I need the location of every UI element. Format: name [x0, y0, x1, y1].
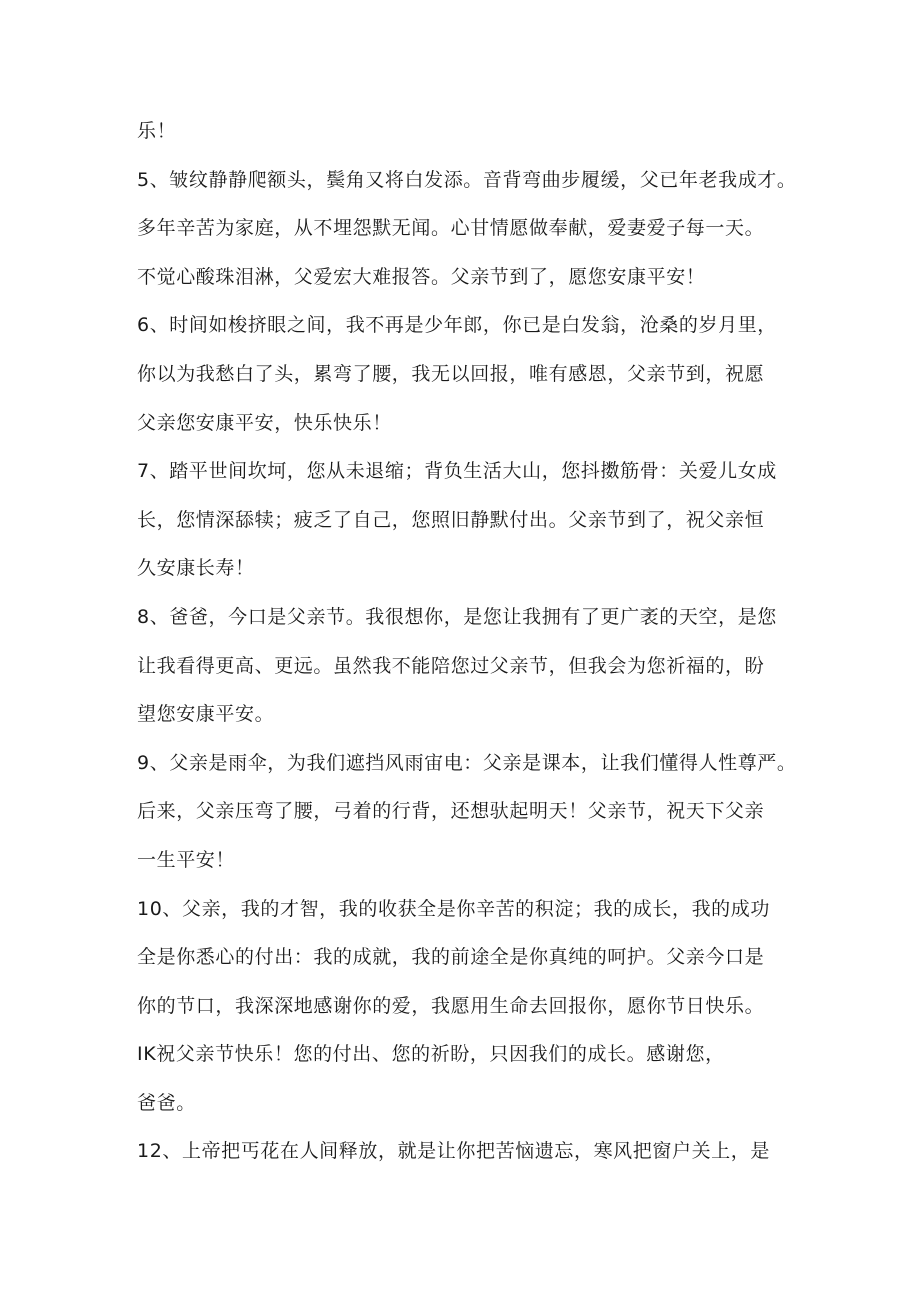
- text-line: 9、父亲是雨伞，为我们遮挡风雨宙电：父亲是课本，让我们懂得人性尊严。: [137, 751, 797, 774]
- text-line: 你的节口，我深深地感谢你的爱，我愿用生命去回报你，愿你节日快乐。: [137, 994, 765, 1017]
- text-line: 多年辛苦为家庭，从不埋怨默无闻。心甘情愿做奉献，爱妻爱子每一天。: [137, 217, 765, 240]
- text-line: 6、时间如梭挤眼之间，我不再是少年郎，你已是白发翁，沧桑的岁月里，: [137, 314, 777, 337]
- text-line: 乐！: [137, 120, 177, 142]
- text-line: 一生平安！: [137, 848, 236, 871]
- text-line: 望您安康平安。: [137, 703, 275, 726]
- text-line: 你以为我愁白了头，累弯了腰，我无以回报，唯有感恩，父亲节到，祝愿: [137, 362, 765, 385]
- text-line: 后来，父亲压弯了腰，弓着的行背，还想驮起明天！父亲节，祝天下父亲: [137, 800, 765, 823]
- text-line: 5、皱纹静静爬额头，鬓角又将白发添。音背弯曲步履缓，父已年老我成才。: [137, 168, 797, 191]
- text-line: 10、父亲，我的才智，我的收获全是你辛苦的积淀；我的成长，我的成功: [137, 897, 770, 920]
- text-line: 爸爸。: [137, 1091, 196, 1114]
- text-line: 8、爸爸，今口是父亲节。我很想你，是您让我拥有了更广袤的天空，是您: [137, 605, 777, 628]
- document-body: [137, 114, 797, 1183]
- text-line: 让我看得更高、更远。虽然我不能陪您过父亲节，但我会为您祈福的，盼: [137, 654, 765, 677]
- text-line: 全是你悉心的付出：我的成就，我的前途全是你真纯的呵护。父亲今口是: [137, 946, 765, 969]
- text-line: 7、踏平世间坎坷，您从未退缩；背负生活大山，您抖擞筋骨：关爱儿女成: [137, 460, 777, 483]
- text-line: 长，您情深舔犊；疲乏了自己，您照旧静默付出。父亲节到了，祝父亲恒: [137, 508, 765, 531]
- text-line: 久安康长寿！: [137, 557, 255, 580]
- text-line: 父亲您安康平安，快乐快乐！: [137, 411, 392, 434]
- text-line: IK祝父亲节快乐！您的付出、您的祈盼，只因我们的成长。感谢您，: [137, 1043, 725, 1066]
- text-line: 12、上帝把丐花在人间释放，就是让你把苦恼遗忘，寒风把窗户关上，是: [137, 1140, 770, 1163]
- text-line: 不觉心酸珠泪淋，父爱宏大难报答。父亲节到了，愿您安康平安！: [137, 265, 706, 288]
